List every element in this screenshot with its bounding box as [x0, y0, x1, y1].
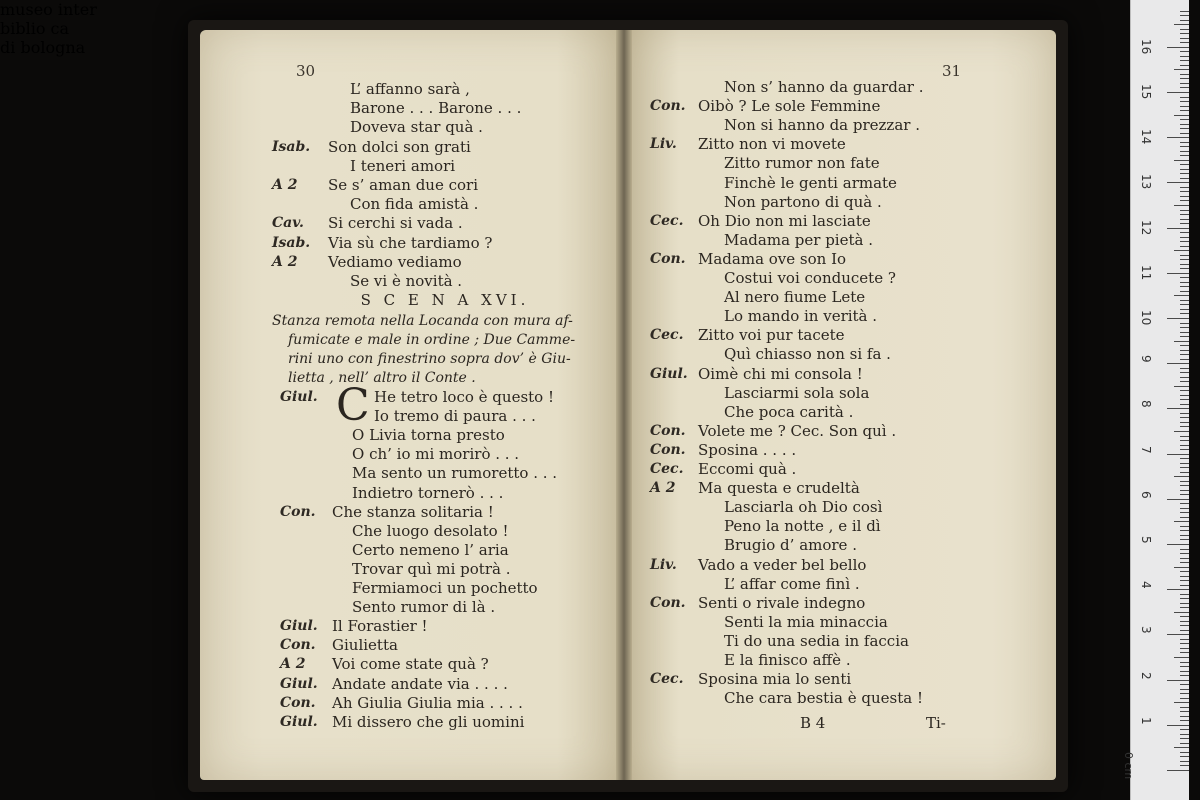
- verse-line: Si cerchi si vada .: [328, 214, 463, 233]
- ruler-tick: [1167, 363, 1189, 364]
- verse-line: O Livia torna presto: [352, 426, 505, 445]
- ruler-tick: [1167, 680, 1189, 681]
- ruler-tick: [1167, 408, 1189, 409]
- verse-line: Barone . . . Barone . . .: [350, 99, 522, 118]
- ruler-tick: [1180, 417, 1189, 418]
- verse-line: Lo mando in verità .: [724, 307, 878, 326]
- ruler-number: 8: [1139, 400, 1153, 409]
- ruler-tick: [1174, 295, 1189, 296]
- ruler-tick: [1180, 214, 1189, 215]
- ruler-tick: [1180, 101, 1189, 102]
- ruler-tick: [1180, 313, 1189, 314]
- ruler-number: 11: [1139, 264, 1153, 281]
- ruler-tick: [1180, 630, 1189, 631]
- ruler-tick: [1180, 675, 1189, 676]
- verse-line: Lasciarla oh Dio così: [724, 498, 883, 517]
- verse-line: Mi dissero che gli uomini: [332, 712, 525, 731]
- ruler-tick: [1174, 521, 1189, 522]
- ruler-tick: [1174, 24, 1189, 25]
- ruler-tick: [1180, 445, 1189, 446]
- ruler-tick: [1180, 684, 1189, 685]
- stage-direction-line: Stanza remota nella Locanda con mura af-: [272, 313, 573, 329]
- speaker-label: A 2: [272, 177, 298, 193]
- ruler-tick: [1180, 490, 1189, 491]
- ruler-tick: [1167, 634, 1189, 635]
- verse-line: Oh Dio non mi lasciate: [698, 211, 871, 230]
- speaker-label: Cec.: [650, 671, 684, 688]
- ruler-tick: [1180, 607, 1189, 608]
- speaker-label: Cec.: [650, 461, 684, 477]
- ruler-tick: [1180, 381, 1189, 382]
- speaker-label: Con.: [650, 441, 686, 458]
- ruler-tick: [1180, 562, 1189, 563]
- ruler-tick: [1180, 485, 1189, 486]
- verse-line: Sposina . . . .: [698, 440, 797, 459]
- ruler-tick: [1180, 503, 1189, 504]
- ruler-tick: [1180, 404, 1189, 405]
- verse-line: E la finisco affè .: [724, 651, 851, 669]
- ruler-tick: [1180, 571, 1189, 572]
- ruler-tick: [1180, 689, 1189, 690]
- speaker-label: Isab.: [272, 138, 311, 155]
- ruler-tick: [1180, 549, 1189, 550]
- speaker-label: Con.: [280, 637, 316, 654]
- speaker-label: Con.: [280, 694, 316, 711]
- ruler-tick: [1180, 553, 1189, 554]
- ruler-tick: [1174, 431, 1189, 432]
- ruler-tick: [1180, 535, 1189, 536]
- ruler-tick: [1167, 273, 1189, 274]
- ruler-tick: [1180, 309, 1189, 310]
- ruler-tick: [1180, 413, 1189, 414]
- verse-line: Via sù che tardiamo ?: [328, 233, 493, 252]
- ruler-tick: [1180, 332, 1189, 333]
- ruler-number: 15: [1139, 84, 1153, 100]
- verse-line: Che cara bestia è questa !: [724, 689, 923, 708]
- verse-line: Che stanza solitaria !: [332, 502, 494, 521]
- watermark-line: museo inter: [0, 0, 97, 19]
- ruler-tick: [1180, 83, 1189, 84]
- ruler-tick: [1180, 517, 1189, 518]
- ruler-number: 4: [1139, 581, 1153, 589]
- ruler-tick: [1180, 232, 1189, 233]
- verse-line: Zitto non vi movete: [698, 135, 846, 154]
- ruler-tick: [1180, 78, 1189, 79]
- ruler-number: 9: [1139, 355, 1153, 363]
- ruler-tick: [1180, 481, 1189, 482]
- ruler-tick: [1180, 327, 1189, 328]
- ruler-tick: [1180, 51, 1189, 52]
- ruler-tick: [1180, 372, 1189, 373]
- verse-line: Senti la mia minaccia: [724, 612, 888, 631]
- ruler-tick: [1180, 643, 1189, 644]
- ruler-tick: [1180, 277, 1189, 278]
- ruler-number: 12: [1139, 219, 1153, 235]
- right-page-number: 31: [942, 62, 962, 80]
- ruler-tick: [1180, 286, 1189, 287]
- ruler-tick: [1180, 621, 1189, 622]
- ruler-tick: [1167, 182, 1189, 183]
- ruler-tick: [1180, 210, 1189, 211]
- verse-line: I teneri amori: [350, 156, 456, 175]
- ruler-tick: [1180, 110, 1189, 111]
- verse-line: Non si hanno da prezzar .: [724, 116, 920, 135]
- ruler-tick: [1180, 711, 1189, 712]
- speaker-label: Con.: [650, 250, 686, 267]
- ruler-tick: [1180, 603, 1189, 604]
- verse-line: Il Forastier !: [332, 617, 428, 636]
- ruler-tick: [1180, 178, 1189, 179]
- verse-line: Zitto rumor non fate: [724, 154, 880, 173]
- ruler-tick: [1180, 255, 1189, 256]
- ruler-tick: [1174, 160, 1189, 161]
- verse-line: Con fida amistà .: [350, 195, 479, 214]
- verse-line: Che luogo desolato !: [352, 521, 509, 540]
- ruler-tick: [1180, 173, 1189, 174]
- ruler-tick: [1180, 268, 1189, 269]
- verse-line: Zitto voi pur tacete: [698, 326, 845, 345]
- ruler-tick: [1180, 20, 1189, 21]
- speaker-label: Con.: [650, 422, 686, 439]
- ruler-tick: [1174, 69, 1189, 70]
- speaker-label: A 2: [280, 656, 306, 673]
- ruler-tick: [1180, 359, 1189, 360]
- ruler-tick: [1180, 598, 1189, 599]
- speaker-label: Con.: [650, 98, 686, 115]
- ruler-tick: [1180, 196, 1189, 197]
- verse-line: Al nero fiume Lete: [724, 288, 866, 307]
- ruler-tick: [1180, 743, 1189, 744]
- ruler-tick: [1180, 399, 1189, 400]
- ruler-tick: [1180, 734, 1189, 735]
- stage-direction-line: rini uno con finestrino sopra dov’ è Giu-: [288, 351, 571, 367]
- ruler-tick: [1180, 223, 1189, 224]
- ruler-number: 6: [1139, 490, 1153, 499]
- verse-line: L’ affar come finì .: [724, 574, 860, 593]
- ruler-tick: [1167, 137, 1189, 138]
- ruler-tick: [1167, 454, 1189, 455]
- ruler-tick: [1174, 115, 1189, 116]
- verse-line: Eccomi quà .: [698, 460, 797, 478]
- ruler-tick: [1180, 119, 1189, 120]
- speaker-label: Liv.: [650, 556, 677, 573]
- ruler-number: 14: [1139, 129, 1153, 145]
- ruler-tick: [1180, 241, 1189, 242]
- ruler-tick: [1180, 666, 1189, 667]
- watermark-line: di bologna: [0, 38, 86, 57]
- verse-line: Madama ove son Io: [698, 249, 847, 268]
- verse-line: Certo nemeno l’ aria: [352, 540, 509, 559]
- ruler-tick: [1180, 38, 1189, 39]
- ruler-tick: [1180, 729, 1189, 730]
- verse-line: Andate andate via . . . .: [332, 674, 508, 693]
- ruler-tick: [1174, 612, 1189, 613]
- speaker-label: Cav.: [272, 215, 304, 232]
- verse-line: Ma sento un rumoretto . . .: [352, 464, 558, 483]
- verse-line: Non partono di quà .: [724, 192, 882, 211]
- verse-line: L’ affanno sarà ,: [350, 80, 470, 98]
- ruler-tick: [1180, 323, 1189, 324]
- ruler-tick: [1180, 494, 1189, 495]
- verse-line: Costui voi conducete ?: [724, 269, 896, 287]
- ruler-tick: [1180, 304, 1189, 305]
- ruler-tick: [1180, 539, 1189, 540]
- ruler-tick: [1180, 33, 1189, 34]
- ruler-tick: [1174, 567, 1189, 568]
- verse-line: Son dolci son grati: [328, 137, 471, 156]
- ruler-tick: [1167, 47, 1189, 48]
- ruler-tick: [1180, 662, 1189, 663]
- verse-line: Madama per pietà .: [724, 230, 873, 249]
- verse-line: Senti o rivale indegno: [698, 593, 866, 612]
- verse-line: Giulietta: [332, 636, 398, 655]
- ruler-tick: [1180, 42, 1189, 43]
- ruler-tick: [1180, 336, 1189, 337]
- ruler-tick: [1174, 386, 1189, 387]
- ruler-tick: [1180, 738, 1189, 739]
- stage-direction-line: fumicate e male in ordine ; Due Camme-: [288, 332, 576, 348]
- ruler-tick: [1180, 440, 1189, 441]
- watermark-line: biblio ca: [0, 19, 70, 38]
- ruler-tick: [1167, 92, 1189, 93]
- ruler-tick: [1174, 657, 1189, 658]
- ruler-tick: [1180, 87, 1189, 88]
- verse-line: Non s’ hanno da guardar .: [724, 78, 924, 96]
- ruler-number: 16: [1139, 38, 1153, 55]
- ruler-tick: [1180, 652, 1189, 653]
- verse-line: Fermiamoci un pochetto: [352, 579, 538, 597]
- ruler-tick: [1180, 142, 1189, 143]
- ruler-tick: [1167, 770, 1189, 771]
- verse-line: Trovar quì mi potrà .: [352, 559, 511, 578]
- ruler-tick: [1180, 300, 1189, 301]
- ruler-tick: [1180, 97, 1189, 98]
- ruler-tick: [1180, 106, 1189, 107]
- ruler-tick: [1180, 219, 1189, 220]
- measurement-ruler: [1122, 0, 1189, 800]
- ruler-tick: [1174, 476, 1189, 477]
- left-page-number: 30: [296, 62, 316, 80]
- catchword: Ti-: [926, 714, 946, 732]
- ruler-number: 2: [1139, 671, 1153, 680]
- ruler-tick: [1180, 639, 1189, 640]
- ruler-tick: [1180, 200, 1189, 201]
- ruler-tick: [1180, 707, 1189, 708]
- speaker-label: Giul.: [280, 389, 318, 405]
- ruler-number: 7: [1139, 445, 1153, 454]
- ruler-tick: [1180, 169, 1189, 170]
- speaker-label: Isab.: [272, 234, 311, 251]
- ruler-tick: [1180, 354, 1189, 355]
- ruler-tick: [1180, 436, 1189, 437]
- ruler-tick: [1180, 508, 1189, 509]
- ruler-tick: [1180, 756, 1189, 757]
- speaker-label: Giul.: [280, 618, 318, 635]
- speaker-label: Con.: [280, 503, 316, 520]
- ruler-tick: [1180, 164, 1189, 165]
- ruler-number: 5: [1139, 536, 1153, 544]
- ruler-tick: [1180, 29, 1189, 30]
- ruler-tick: [1167, 544, 1189, 545]
- ruler-tick: [1180, 576, 1189, 577]
- ruler-tick: [1180, 698, 1189, 699]
- ruler-tick: [1174, 341, 1189, 342]
- ruler-tick: [1180, 512, 1189, 513]
- ruler-tick: [1180, 625, 1189, 626]
- ruler-unit: 0 cm: [1122, 752, 1135, 780]
- ruler-tick: [1180, 761, 1189, 762]
- ruler-tick: [1180, 368, 1189, 369]
- ruler-number: 1: [1139, 716, 1153, 725]
- ruler-tick: [1180, 580, 1189, 581]
- verse-line: Peno la notte , e il dì: [724, 517, 881, 536]
- ruler-tick: [1180, 345, 1189, 346]
- speaker-label: A 2: [650, 480, 676, 497]
- ruler-tick: [1180, 616, 1189, 617]
- ruler-tick: [1180, 60, 1189, 61]
- ruler-tick: [1180, 187, 1189, 188]
- ruler-tick: [1180, 693, 1189, 694]
- speaker-label: Giul.: [280, 713, 318, 730]
- ruler-tick: [1180, 146, 1189, 147]
- ruler-tick: [1180, 648, 1189, 649]
- verse-line: Sento rumor di là .: [352, 598, 496, 617]
- verse-line: Brugio d’ amore .: [724, 536, 857, 555]
- ruler-number: 3: [1139, 626, 1153, 635]
- ruler-tick: [1180, 15, 1189, 16]
- ruler-tick: [1180, 259, 1189, 260]
- verse-line: Vediamo vediamo: [328, 252, 462, 271]
- verse-line: Ti do una sedia in faccia: [724, 631, 909, 650]
- ruler-tick: [1180, 390, 1189, 391]
- ruler-tick: [1180, 458, 1189, 459]
- verse-line: O ch’ io mi morirò . . .: [352, 445, 520, 464]
- verse-line: Ma questa e crudeltà: [698, 479, 860, 498]
- verse-line: Indietro tornerò . . .: [352, 483, 504, 502]
- ruler-tick: [1180, 449, 1189, 450]
- verse-line: Lasciarmi sola sola: [724, 383, 870, 402]
- ruler-tick: [1180, 585, 1189, 586]
- ruler-tick: [1180, 463, 1189, 464]
- ruler-tick: [1180, 124, 1189, 125]
- speaker-label: Con.: [650, 594, 686, 611]
- ruler-tick: [1180, 350, 1189, 351]
- verse-line: Se s’ aman due cori: [328, 176, 478, 194]
- speaker-label: Giul.: [280, 675, 318, 692]
- ruler-tick: [1174, 250, 1189, 251]
- speaker-label: Cec.: [650, 212, 684, 229]
- ruler-tick: [1180, 11, 1189, 12]
- verse-line: Sposina mia lo senti: [698, 670, 852, 689]
- ruler-tick: [1174, 205, 1189, 206]
- verse-line: Doveva star quà .: [350, 118, 483, 137]
- scene-heading: S C E N A XVI.: [360, 291, 530, 309]
- ruler-tick: [1180, 526, 1189, 527]
- ruler-tick: [1174, 702, 1189, 703]
- ruler-tick: [1180, 395, 1189, 396]
- ruler-tick: [1180, 720, 1189, 721]
- ruler-tick: [1180, 133, 1189, 134]
- ruler-tick: [1167, 725, 1189, 726]
- ruler-tick: [1167, 318, 1189, 319]
- ruler-tick: [1180, 594, 1189, 595]
- ruler-tick: [1180, 467, 1189, 468]
- book-gutter: [616, 30, 632, 780]
- ruler-tick: [1180, 558, 1189, 559]
- ruler-tick: [1180, 752, 1189, 753]
- ruler-tick: [1167, 499, 1189, 500]
- signature-mark: B 4: [800, 714, 826, 732]
- verse-line: Ah Giulia Giulia mia . . . .: [332, 693, 523, 712]
- verse-line: Vado a veder bel bello: [698, 555, 867, 574]
- verse-line: Volete me ? Cec. Son quì .: [698, 421, 897, 440]
- verse-line: Voi come state quà ?: [332, 655, 489, 674]
- ruler-tick: [1180, 191, 1189, 192]
- speaker-label: A 2: [272, 253, 298, 270]
- verse-line: Che poca carità .: [724, 402, 854, 421]
- ruler-tick: [1180, 422, 1189, 423]
- stage-direction-line: lietta , nell’ altro il Conte .: [288, 370, 476, 386]
- verse-line: Io tremo di paura . . .: [374, 407, 536, 426]
- ruler-tick: [1180, 56, 1189, 57]
- ruler-tick: [1180, 291, 1189, 292]
- verse-line: Se vi è novità .: [350, 272, 463, 290]
- ruler-tick: [1180, 377, 1189, 378]
- ruler-tick: [1167, 589, 1189, 590]
- verse-line: Quì chiasso non si fa .: [724, 345, 891, 364]
- ruler-tick: [1180, 671, 1189, 672]
- verse-line: He tetro loco è questo !: [374, 388, 554, 406]
- ruler-tick: [1180, 246, 1189, 247]
- verse-line: Oibò ? Le sole Femmine: [698, 97, 881, 116]
- ruler-tick: [1174, 747, 1189, 748]
- ruler-tick: [1180, 716, 1189, 717]
- verse-line: Finchè le genti armate: [724, 173, 897, 192]
- ruler-tick: [1180, 426, 1189, 427]
- ruler-number: 10: [1139, 310, 1153, 326]
- drop-cap: C: [336, 380, 370, 431]
- ruler-tick: [1180, 128, 1189, 129]
- ruler-tick: [1180, 282, 1189, 283]
- verse-line: Oimè chi mi consola !: [698, 364, 863, 383]
- ruler-number: 13: [1139, 174, 1153, 190]
- speaker-label: Liv.: [650, 136, 677, 153]
- ruler-tick: [1180, 151, 1189, 152]
- ruler-tick: [1180, 765, 1189, 766]
- ruler-tick: [1180, 237, 1189, 238]
- speaker-label: Cec.: [650, 327, 684, 344]
- ruler-tick: [1180, 65, 1189, 66]
- ruler-tick: [1180, 530, 1189, 531]
- speaker-label: Giul.: [650, 365, 688, 382]
- ruler-tick: [1180, 155, 1189, 156]
- ruler-tick: [1167, 228, 1189, 229]
- ruler-tick: [1180, 472, 1189, 473]
- ruler-tick: [1180, 74, 1189, 75]
- ruler-tick: [1180, 264, 1189, 265]
